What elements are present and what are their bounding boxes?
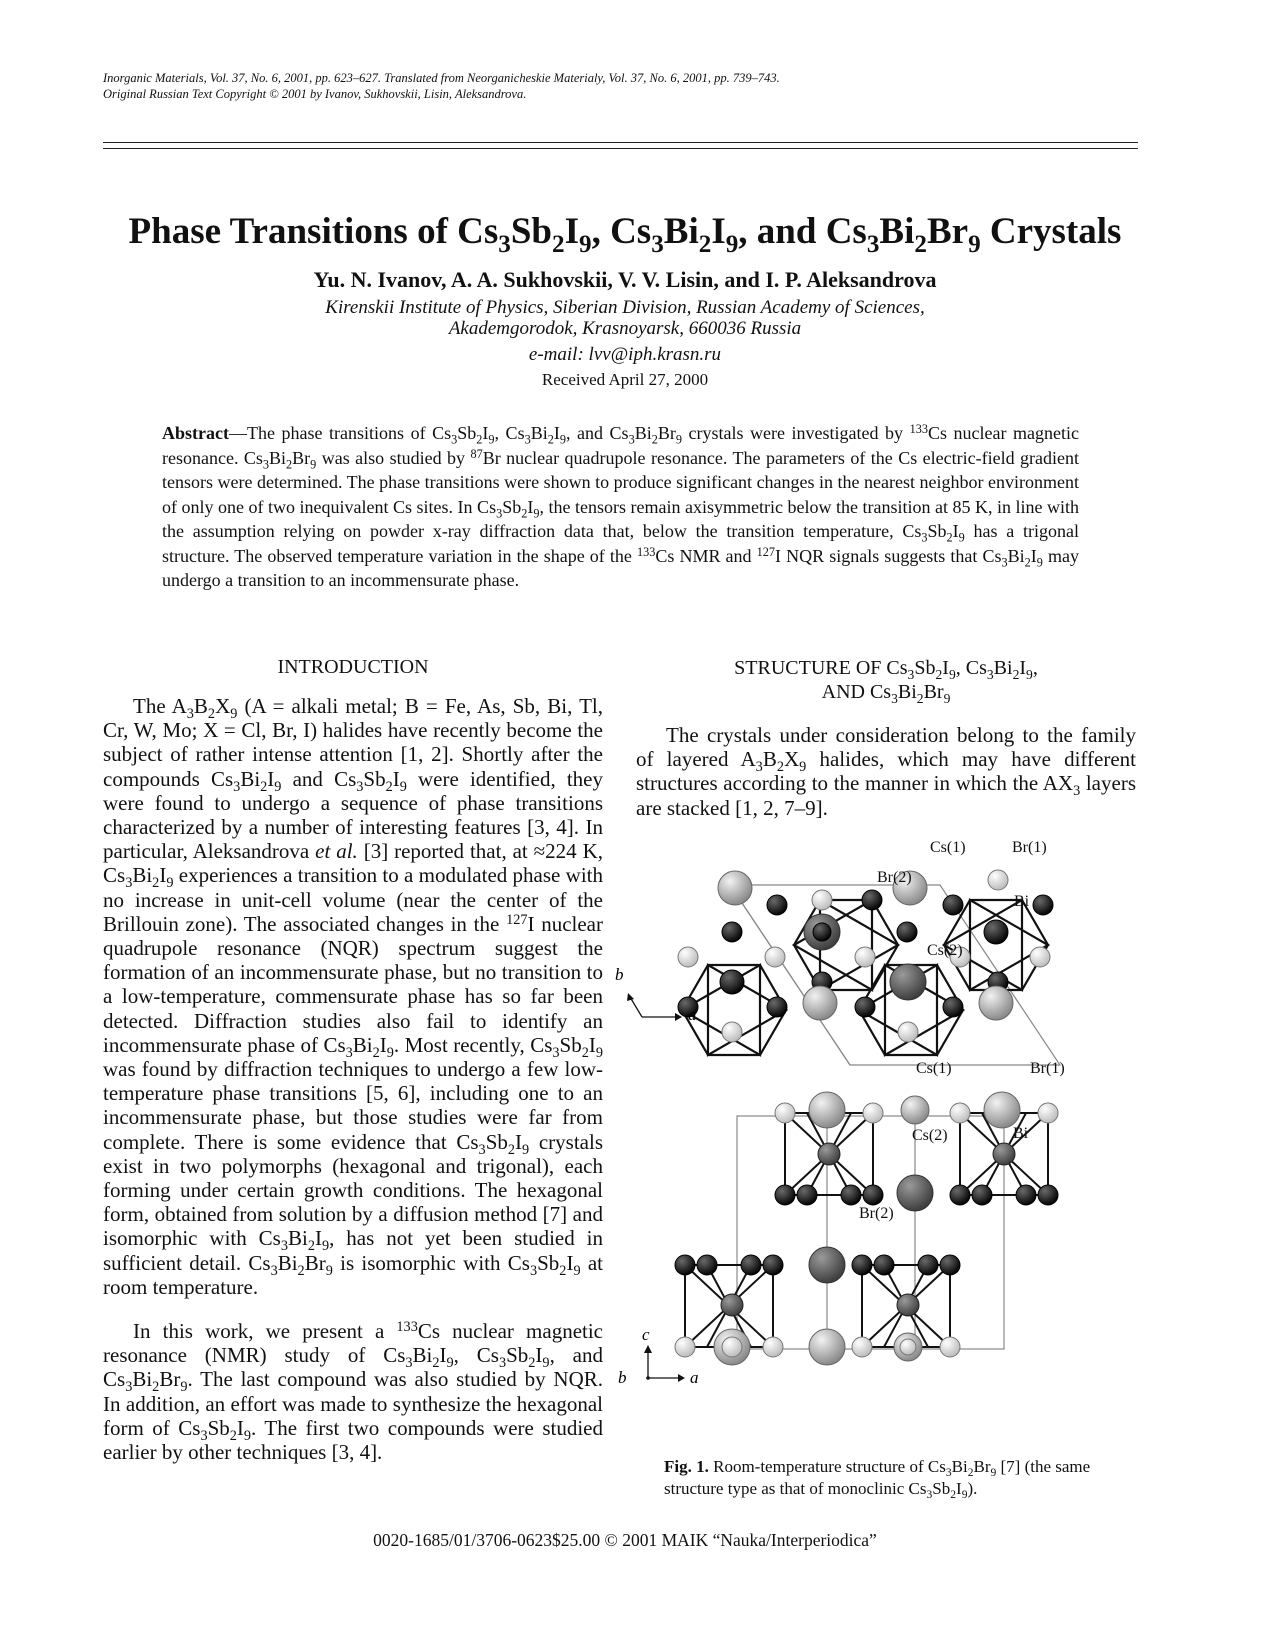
br-atom (940, 1337, 960, 1357)
label-cs2-lower: Cs(2) (912, 1127, 948, 1144)
br-atom (855, 947, 875, 967)
axis-a-label-upper: a (688, 1005, 697, 1024)
label-cs1-lower: Cs(1) (916, 1060, 952, 1077)
br-atom (675, 1337, 695, 1357)
br-atom (775, 1103, 795, 1123)
label-br2-lower: Br(2) (859, 1205, 894, 1222)
br-atom-dark (741, 1255, 761, 1275)
cs-atom (809, 1092, 845, 1128)
cs-atom-dark (809, 1247, 845, 1283)
cs-atom (809, 1329, 845, 1365)
introduction-body (103, 694, 603, 1464)
br-atom (1030, 947, 1050, 967)
br-atom-dark (855, 997, 875, 1017)
header-rule-bottom (103, 148, 1138, 149)
received-date: Received April 27, 2000 (541, 370, 709, 389)
cs-atom-dark (897, 1175, 933, 1211)
br-atom-dark (943, 895, 963, 915)
br-atom-dark (943, 997, 963, 1017)
upper-atoms (678, 870, 1053, 1042)
br-atom-dark (697, 1255, 717, 1275)
cs-atom (979, 986, 1013, 1020)
br-atom (722, 1022, 742, 1042)
structure-heading (636, 656, 1136, 704)
header-citation: Inorganic Materials, Vol. 37, No. 6, 2001, pp. 623–627. Translated from Neorganicheskie Materialy, Vol. 37, No. 6, 2001, pp. 739–743. (103, 71, 780, 85)
bi-atom (720, 970, 744, 994)
br-atom-dark (675, 1255, 695, 1275)
label-br2-upper: Br(2) (877, 869, 912, 886)
label-cs2-upper: Cs(2) (927, 942, 963, 959)
br-atom-dark (841, 1185, 861, 1205)
br-atom-dark (1016, 1185, 1036, 1205)
br-atom (765, 947, 785, 967)
label-br1-lower: Br(1) (1030, 1060, 1065, 1077)
upper-panel-ab-projection (615, 839, 1060, 1065)
br-atom-dark (950, 1185, 970, 1205)
abstract: Abstract—The phase transitions of $Cs_3Sb_2I_9$, $Cs_3Bi_2I_9$, and $Cs_3Bi_2Br_9$ crystals were investigated by $^{133}$Cs nuclear magnetic resonance. $Cs_3Bi_2Br_9$ was also studied by $^{87}$Br nuclear quadrupole resonance. The parameters of the Cs electric-field gradient tensors were determined. The phase transitions were shown to produce significant changes in the nearest neighbor environment of only one of two inequivalent Cs sites. In $Cs_3Sb_2I_9$, the tensors remain axisymmetric below the transition at 85 K, in line with the assumption relying on powder x-ray diffraction data that, below the transition temperature, $Cs_3Sb_2I_9$ has a trigonal structure. The observed temperature variation in the shape of the $^{133}$Cs NMR and $^{127}$I NQR signals suggests that $Cs_3Bi_2I_9$ may undergo a transition to an incommensurate phase. (162, 421, 1080, 590)
structure-heading-line-1: STRUCTURE OF $Cs_3Sb_2I_9$, $Cs_3Bi_2I_9$, (734, 657, 1038, 682)
author-email: e-mail: lvv@iph.krasn.ru (528, 344, 722, 365)
br-atom-dark (972, 1185, 992, 1205)
br-atom-dark (918, 1255, 938, 1275)
paper-authors: Yu. N. Ivanov, A. A. Sukhovskii, V. V. Lisin, and I. P. Aleksandrova (313, 267, 937, 292)
structure-body (636, 723, 1136, 820)
header-copyright: Original Russian Text Copyright © 2001 by Ivanov, Sukhovskii, Lisin, Aleksandrova. (103, 87, 527, 101)
br-atom-dark (767, 997, 787, 1017)
br-atom (763, 1337, 783, 1357)
br-atom-dark (863, 1185, 883, 1205)
br-atom-dark (874, 1255, 894, 1275)
cs-atom-dark (890, 964, 926, 1000)
page-footer: 0020-1685/01/3706-0623$25.00 © 2001 MAIK “Nauka/Interperiodica” (373, 1530, 877, 1550)
paper-title: Phase Transitions of $Cs_3Sb_2I_9$, $Cs_3Bi_2I_9$, and $Cs_3Bi_2Br_9$ Crystals (128, 211, 1122, 258)
figure-caption-label: Fig. 1. (664, 1457, 709, 1476)
axis-a-label-lower: a (690, 1368, 699, 1387)
bi-atom (993, 1143, 1015, 1165)
br-atom-dark (722, 922, 742, 942)
introduction-paragraph-1: The $A_3B_2X_9$ (A = alkali metal; B = Fe, As, Sb, Bi, Tl, Cr, W, Mo; X = Cl, Br, I) halides have recently become the subject of rather intense attention [1, 2]. Shortly after the compounds $Cs_3Bi_2I_9$ and $Cs_3Sb_2I_9$ were identified, they were found to undergo a sequence of phase transitions characterized by a number of interesting features [3, 4]. In particular, Aleksandrova et al. [3] reported that, at ≈224 K, $Cs_3Bi_2I_9$ experiences a transition to a modulated phase with no increase in unit-cell volume (near the center of the Brillouin zone). The associated changes in the $^{127}$I nuclear quadrupole resonance (NQR) spectrum suggest the formation of an incommensurate phase, but no transition to a low-temperature, commensurate phase has so far been detected. Diffraction studies also fail to identify an incommensurate phase of $Cs_3Bi_2I_9$. Most recently, $Cs_3Sb_2I_9$ was found by diffraction techniques to undergo a few low-temperature phase transitions [5, 6], including one to an incommensurate phase, but those studies were far from complete. There is some evidence that $Cs_3Sb_2I_9$ crystals exist in two polymorphs (hexagonal and trigonal), each forming under certain growth conditions. The hexagonal form, obtained from solution by a diffusion method [7] and isomorphic with $Cs_3Bi_2I_9$, has not yet been studied in sufficient detail. $Cs_3Bi_2Br_9$ is isomorphic with $Cs_3Sb_2I_9$ at room temperature. (103, 694, 604, 1299)
figure-caption: Fig. 1. Room-temperature structure of $Cs_3Bi_2Br_9$ [7] (the same structure type as that of monoclinic $Cs_3Sb_2I_9$). (664, 1457, 1091, 1502)
br-atom (678, 947, 698, 967)
br-atom (852, 1337, 872, 1357)
journal-header (103, 70, 780, 102)
introduction-heading: INTRODUCTION (277, 656, 429, 678)
label-bi-lower: Bi (1013, 1125, 1029, 1142)
br-atom-dark (852, 1255, 872, 1275)
affiliation-line-2: Akademgorodok, Krasnoyarsk, 660036 Russia (448, 318, 802, 339)
axis-b-label-lower: b (618, 1368, 627, 1387)
structure-paragraph-1: The crystals under consideration belong to the family of layered $A_3B_2X_9$ halides, which may have different structures according to the manner in which the $AX_3$ layers are stacked [1, 2, 7–9]. (636, 723, 1136, 820)
br-atom (812, 890, 832, 910)
br-atom-dark (763, 1255, 783, 1275)
br-atom (988, 870, 1008, 890)
br-atom-dark (797, 1185, 817, 1205)
cs-atom (984, 1092, 1020, 1128)
introduction-paragraph-2: In this work, we present a $^{133}$Cs nuclear magnetic resonance (NMR) study of $Cs_3Bi_2I_9$, $Cs_3Sb_2I_9$, and $Cs_3Bi_2Br_9$. The last compound was also studied by NQR. In addition, an effort was made to synthesize the hexagonal form of $Cs_3Sb_2I_9$. The first two compounds were studied earlier by other techniques [3, 4]. (103, 1318, 604, 1465)
abstract-label: Abstract (162, 423, 229, 443)
br-atom (1038, 1103, 1058, 1123)
label-br1-upper: Br(1) (1012, 839, 1047, 856)
br-atom-dark (1033, 895, 1053, 915)
affiliation-line-1: Kirenskii Institute of Physics, Siberian Division, Russian Academy of Sciences, (325, 297, 925, 318)
br-atom (900, 1339, 916, 1355)
cs-atom (718, 871, 752, 905)
br-atom-dark (775, 1185, 795, 1205)
bi-atom (818, 1143, 840, 1165)
header-rule-top (103, 142, 1138, 143)
br-atom (863, 1103, 883, 1123)
unit-cell-outline-lower (737, 1116, 1004, 1349)
lower-panel-ac-projection (618, 1060, 1065, 1387)
br-atom-dark (940, 1255, 960, 1275)
cs-atom (803, 986, 837, 1020)
bi-atom (897, 1294, 919, 1316)
br-atom (898, 1022, 918, 1042)
br-atom-dark (767, 895, 787, 915)
br-atom (722, 1337, 742, 1357)
br-atom (950, 1103, 970, 1123)
crystal-structure-figure (615, 839, 1120, 1440)
br-atom-dark (1038, 1185, 1058, 1205)
cs-atom (901, 1096, 929, 1124)
label-cs1-upper: Cs(1) (930, 839, 966, 856)
axis-c-label-lower: c (642, 1325, 650, 1344)
bi-atom (813, 923, 831, 941)
bi-atom (721, 1294, 743, 1316)
br-atom-dark (862, 890, 882, 910)
lower-atoms (675, 1092, 1058, 1365)
label-bi-upper: Bi (1014, 893, 1030, 910)
bi-atom (984, 920, 1008, 944)
br-atom-dark (897, 922, 917, 942)
structure-heading-line-2: AND $Cs_3Bi_2Br_9$ (821, 681, 951, 706)
axis-b-label-upper: b (615, 965, 624, 984)
paper-affiliation (0, 297, 1250, 339)
